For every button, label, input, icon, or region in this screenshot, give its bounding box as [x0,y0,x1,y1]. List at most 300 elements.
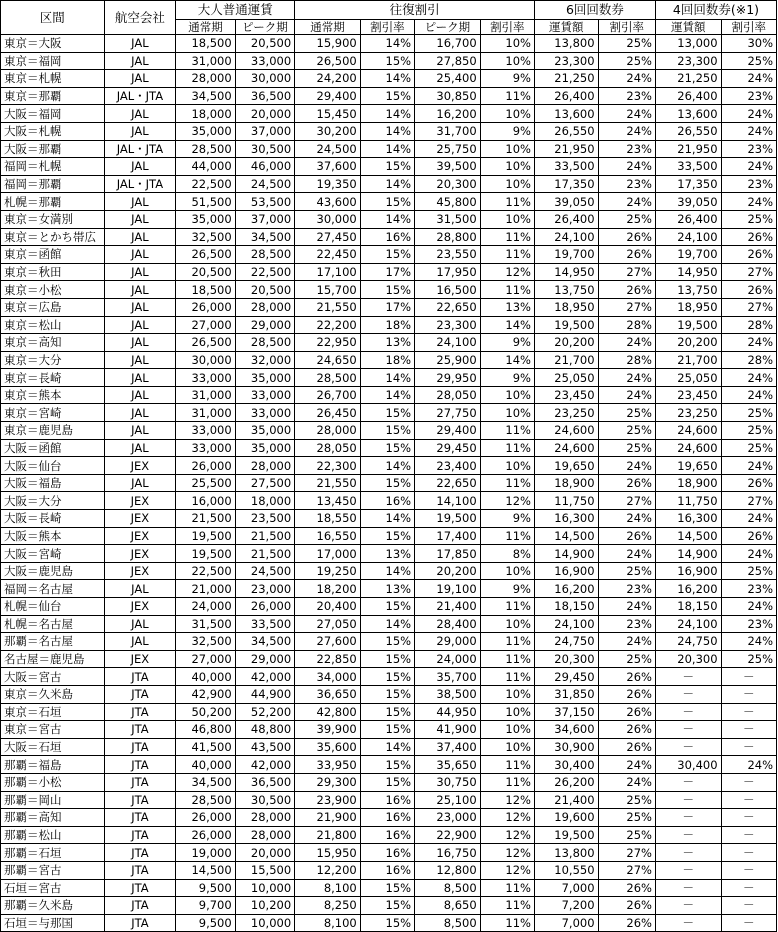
cell-rt-regular: 43,600 [295,193,361,211]
table-row [1,228,777,246]
cell-six-fare: 24,600 [534,439,598,457]
cell-airline: JTA [104,703,176,721]
cell-airline: JAL [104,404,176,422]
cell-six-rate: 27% [598,298,655,316]
cell-section: 東京＝長崎 [1,369,105,387]
cell-airline: JAL [104,633,176,651]
cell-adult-peak: 20,000 [235,844,294,862]
cell-rt-regular-rate: 13% [360,545,414,563]
table-row [1,562,777,580]
cell-rt-regular: 18,550 [295,510,361,528]
cell-rt-peak-rate: 10% [480,35,534,53]
cell-rt-regular-rate: 14% [360,369,414,387]
table-row [1,316,777,334]
cell-rt-peak-rate: 11% [480,668,534,686]
cell-four-fare: 20,200 [655,334,721,352]
cell-six-rate: 26% [598,474,655,492]
cell-adult-peak: 15,500 [235,861,294,879]
cell-adult-regular: 33,000 [176,422,235,440]
cell-airline: JAL [104,228,176,246]
cell-rt-regular-rate: 15% [360,527,414,545]
cell-section: 東京＝鹿児島 [1,422,105,440]
table-row [1,826,777,844]
cell-four-rate: 23% [721,140,776,158]
cell-section: 大阪＝大分 [1,492,105,510]
table-row [1,193,777,211]
cell-adult-regular: 32,500 [176,633,235,651]
cell-six-fare: 19,500 [534,316,598,334]
cell-rt-regular: 27,450 [295,228,361,246]
table-row [1,351,777,369]
cell-adult-regular: 32,500 [176,228,235,246]
cell-airline: JAL [104,281,176,299]
cell-four-fare: 13,600 [655,105,721,123]
table-row [1,474,777,492]
cell-adult-peak: 36,500 [235,773,294,791]
cell-rt-peak-rate: 11% [480,914,534,932]
cell-airline: JAL [104,439,176,457]
cell-rt-peak: 30,750 [415,773,481,791]
cell-four-rate: － [721,897,776,915]
cell-adult-regular: 25,500 [176,474,235,492]
cell-rt-peak: 20,300 [415,175,481,193]
cell-four-fare: － [655,738,721,756]
cell-adult-regular: 40,000 [176,668,235,686]
cell-rt-regular: 27,600 [295,633,361,651]
cell-four-fare: － [655,879,721,897]
cell-adult-regular: 21,500 [176,510,235,528]
cell-rt-peak-rate: 10% [480,615,534,633]
cell-rt-peak-rate: 14% [480,351,534,369]
header-six-ticket: 6回回数券 [534,1,655,20]
cell-four-fare: － [655,861,721,879]
cell-six-rate: 25% [598,439,655,457]
cell-four-fare: － [655,721,721,739]
cell-six-fare: 18,150 [534,598,598,616]
cell-rt-regular-rate: 16% [360,228,414,246]
cell-adult-peak: 21,500 [235,545,294,563]
cell-rt-peak-rate: 11% [480,193,534,211]
cell-rt-regular: 22,950 [295,334,361,352]
cell-rt-peak: 12,800 [415,861,481,879]
header-adult-peak: ピーク期 [235,20,294,35]
cell-airline: JAL [104,35,176,53]
cell-six-fare: 37,150 [534,703,598,721]
cell-rt-regular-rate: 14% [360,510,414,528]
cell-six-fare: 21,700 [534,351,598,369]
cell-four-fare: － [655,773,721,791]
cell-adult-peak: 10,000 [235,879,294,897]
cell-six-fare: 7,200 [534,897,598,915]
cell-six-rate: 24% [598,70,655,88]
cell-rt-regular: 23,900 [295,791,361,809]
cell-rt-peak: 25,900 [415,351,481,369]
cell-four-rate: 28% [721,351,776,369]
cell-four-rate: 30% [721,35,776,53]
table-row [1,791,777,809]
cell-rt-regular: 21,550 [295,474,361,492]
cell-airline: JAL [104,52,176,70]
cell-rt-regular-rate: 15% [360,773,414,791]
cell-adult-peak: 27,500 [235,474,294,492]
cell-section: 那覇＝松山 [1,826,105,844]
cell-rt-regular: 15,450 [295,105,361,123]
cell-adult-regular: 41,500 [176,738,235,756]
cell-six-rate: 25% [598,210,655,228]
cell-rt-regular: 16,550 [295,527,361,545]
cell-four-rate: 23% [721,615,776,633]
cell-six-fare: 23,450 [534,386,598,404]
cell-adult-peak: 23,000 [235,580,294,598]
cell-rt-peak: 21,400 [415,598,481,616]
cell-rt-peak-rate: 14% [480,316,534,334]
cell-rt-peak-rate: 11% [480,598,534,616]
cell-airline: JAL [104,263,176,281]
cell-rt-regular: 26,450 [295,404,361,422]
cell-rt-peak: 29,000 [415,633,481,651]
cell-rt-regular-rate: 15% [360,879,414,897]
cell-four-rate: 25% [721,210,776,228]
cell-rt-regular: 36,650 [295,685,361,703]
cell-rt-regular-rate: 14% [360,457,414,475]
cell-four-rate: － [721,668,776,686]
cell-rt-peak: 39,500 [415,158,481,176]
cell-rt-regular-rate: 16% [360,791,414,809]
cell-rt-regular-rate: 15% [360,897,414,915]
cell-rt-regular: 12,200 [295,861,361,879]
cell-rt-peak: 29,450 [415,439,481,457]
cell-six-fare: 25,050 [534,369,598,387]
cell-four-fare: 14,900 [655,545,721,563]
cell-section: 東京＝石垣 [1,703,105,721]
cell-rt-peak-rate: 11% [480,756,534,774]
cell-rt-peak-rate: 9% [480,580,534,598]
cell-six-rate: 24% [598,193,655,211]
cell-adult-peak: 20,500 [235,35,294,53]
cell-rt-regular: 26,500 [295,52,361,70]
header-adult-regular: 通常期 [176,20,235,35]
cell-four-fare: 17,350 [655,175,721,193]
cell-four-rate: 24% [721,386,776,404]
cell-six-fare: 21,950 [534,140,598,158]
cell-airline: JTA [104,773,176,791]
cell-rt-regular-rate: 14% [360,105,414,123]
cell-section: 那覇＝岡山 [1,791,105,809]
cell-four-rate: 24% [721,457,776,475]
cell-four-fare: 24,750 [655,633,721,651]
cell-rt-peak: 27,750 [415,404,481,422]
cell-adult-peak: 29,000 [235,650,294,668]
cell-four-rate: 26% [721,527,776,545]
cell-rt-peak-rate: 12% [480,791,534,809]
table-row [1,439,777,457]
cell-six-fare: 24,100 [534,228,598,246]
cell-rt-regular-rate: 16% [360,844,414,862]
cell-rt-peak: 14,100 [415,492,481,510]
cell-rt-peak-rate: 11% [480,422,534,440]
cell-adult-peak: 23,500 [235,510,294,528]
cell-six-rate: 25% [598,826,655,844]
cell-airline: JEX [104,562,176,580]
cell-four-rate: 25% [721,52,776,70]
cell-adult-regular: 31,500 [176,615,235,633]
table-row [1,404,777,422]
cell-six-rate: 25% [598,809,655,827]
cell-airline: JEX [104,510,176,528]
cell-four-fare: － [655,791,721,809]
cell-four-rate: － [721,703,776,721]
cell-airline: JAL [104,369,176,387]
cell-airline: JTA [104,879,176,897]
cell-section: 那覇＝宮古 [1,861,105,879]
cell-four-rate: 23% [721,580,776,598]
cell-four-fare: 24,100 [655,615,721,633]
cell-four-rate: 24% [721,105,776,123]
cell-rt-peak-rate: 12% [480,809,534,827]
cell-four-rate: 26% [721,474,776,492]
cell-four-rate: 24% [721,756,776,774]
cell-rt-peak-rate: 10% [480,738,534,756]
cell-four-fare: － [655,897,721,915]
table-row [1,122,777,140]
cell-four-fare: 33,500 [655,158,721,176]
cell-adult-regular: 28,000 [176,70,235,88]
cell-six-rate: 24% [598,334,655,352]
cell-six-fare: 24,100 [534,615,598,633]
table-row [1,35,777,53]
cell-four-fare: 39,050 [655,193,721,211]
cell-six-fare: 19,700 [534,246,598,264]
cell-section: 名古屋＝鹿児島 [1,650,105,668]
cell-adult-regular: 31,000 [176,386,235,404]
header-six-fare: 運賃額 [534,20,598,35]
cell-six-rate: 23% [598,175,655,193]
cell-rt-regular-rate: 15% [360,685,414,703]
header-section: 区間 [1,1,105,35]
header-four-rate: 割引率 [721,20,776,35]
header-rt-peak-rate: 割引率 [480,20,534,35]
cell-six-fare: 18,950 [534,298,598,316]
cell-six-fare: 13,800 [534,844,598,862]
cell-rt-regular: 29,400 [295,87,361,105]
table-row [1,721,777,739]
cell-four-fare: 11,750 [655,492,721,510]
table-row [1,369,777,387]
cell-adult-peak: 20,500 [235,281,294,299]
cell-rt-regular-rate: 14% [360,386,414,404]
table-row [1,861,777,879]
cell-rt-regular: 37,600 [295,158,361,176]
cell-six-rate: 26% [598,721,655,739]
cell-rt-regular: 24,500 [295,140,361,158]
table-row [1,298,777,316]
cell-adult-regular: 26,500 [176,334,235,352]
cell-rt-regular-rate: 13% [360,580,414,598]
cell-adult-peak: 43,500 [235,738,294,756]
cell-four-rate: 24% [721,633,776,651]
cell-section: 福岡＝名古屋 [1,580,105,598]
header-four-ticket: 4回回数券(※1) [655,1,776,20]
cell-four-rate: － [721,791,776,809]
cell-rt-regular-rate: 16% [360,492,414,510]
cell-section: 那覇＝石垣 [1,844,105,862]
cell-rt-peak: 22,900 [415,826,481,844]
cell-airline: JAL [104,334,176,352]
table-row [1,510,777,528]
cell-rt-peak-rate: 10% [480,721,534,739]
cell-rt-peak: 28,800 [415,228,481,246]
cell-rt-regular-rate: 18% [360,351,414,369]
cell-rt-peak: 19,500 [415,510,481,528]
cell-six-rate: 25% [598,791,655,809]
cell-six-rate: 24% [598,773,655,791]
cell-adult-peak: 30,500 [235,140,294,158]
cell-four-fare: 24,600 [655,422,721,440]
table-row [1,52,777,70]
cell-four-rate: 27% [721,298,776,316]
cell-rt-peak-rate: 9% [480,70,534,88]
cell-adult-regular: 19,000 [176,844,235,862]
cell-six-fare: 30,900 [534,738,598,756]
cell-rt-peak-rate: 10% [480,404,534,422]
cell-rt-peak: 25,750 [415,140,481,158]
cell-rt-peak: 23,300 [415,316,481,334]
table-row [1,897,777,915]
cell-section: 大阪＝福島 [1,474,105,492]
cell-adult-regular: 16,000 [176,492,235,510]
cell-rt-regular: 18,200 [295,580,361,598]
cell-rt-regular-rate: 14% [360,615,414,633]
cell-rt-peak: 8,500 [415,914,481,932]
cell-rt-peak-rate: 10% [480,210,534,228]
cell-rt-regular: 21,800 [295,826,361,844]
cell-four-fare: 21,950 [655,140,721,158]
cell-airline: JAL [104,615,176,633]
cell-rt-regular-rate: 14% [360,122,414,140]
cell-section: 大阪＝長崎 [1,510,105,528]
cell-adult-regular: 9,700 [176,897,235,915]
header-four-fare: 運賃額 [655,20,721,35]
cell-section: 東京＝函館 [1,246,105,264]
cell-rt-peak: 16,500 [415,281,481,299]
cell-rt-peak-rate: 10% [480,105,534,123]
cell-rt-regular: 22,850 [295,650,361,668]
cell-airline: JTA [104,685,176,703]
cell-adult-regular: 34,500 [176,773,235,791]
cell-six-fare: 23,300 [534,52,598,70]
cell-airline: JAL・JTA [104,87,176,105]
cell-six-fare: 20,200 [534,334,598,352]
cell-six-fare: 14,500 [534,527,598,545]
cell-four-rate: 24% [721,510,776,528]
cell-four-fare: 25,050 [655,369,721,387]
header-adult-fare: 大人普通運賃 [176,1,295,20]
cell-six-fare: 13,800 [534,35,598,53]
cell-adult-peak: 33,000 [235,386,294,404]
cell-four-rate: － [721,844,776,862]
cell-six-rate: 23% [598,615,655,633]
cell-section: 大阪＝札幌 [1,122,105,140]
cell-rt-peak: 22,650 [415,298,481,316]
cell-airline: JEX [104,598,176,616]
cell-six-fare: 20,300 [534,650,598,668]
cell-six-fare: 26,550 [534,122,598,140]
table-row [1,580,777,598]
cell-adult-peak: 35,000 [235,439,294,457]
cell-adult-regular: 18,500 [176,281,235,299]
cell-rt-peak: 16,750 [415,844,481,862]
cell-adult-regular: 31,000 [176,404,235,422]
header-rt-regular: 通常期 [295,20,361,35]
cell-rt-regular: 29,300 [295,773,361,791]
cell-four-fare: 18,150 [655,598,721,616]
cell-adult-peak: 20,000 [235,105,294,123]
cell-rt-regular: 19,250 [295,562,361,580]
cell-section: 大阪＝熊本 [1,527,105,545]
cell-airline: JTA [104,738,176,756]
cell-airline: JEX [104,492,176,510]
cell-rt-regular: 24,200 [295,70,361,88]
cell-rt-regular: 28,050 [295,439,361,457]
cell-rt-peak-rate: 11% [480,281,534,299]
cell-rt-peak: 30,850 [415,87,481,105]
table-row [1,527,777,545]
cell-rt-peak: 17,850 [415,545,481,563]
cell-adult-peak: 28,500 [235,334,294,352]
cell-airline: JAL [104,122,176,140]
table-row [1,756,777,774]
cell-rt-peak: 8,500 [415,879,481,897]
cell-rt-peak: 31,500 [415,210,481,228]
cell-four-fare: 21,250 [655,70,721,88]
cell-six-fare: 33,500 [534,158,598,176]
cell-four-rate: － [721,773,776,791]
cell-four-rate: 27% [721,263,776,281]
cell-four-rate: 24% [721,193,776,211]
cell-six-fare: 16,300 [534,510,598,528]
cell-four-rate: － [721,721,776,739]
cell-rt-regular-rate: 15% [360,193,414,211]
table-row [1,703,777,721]
cell-rt-regular: 21,550 [295,298,361,316]
cell-four-rate: 24% [721,369,776,387]
cell-four-fare: 23,450 [655,386,721,404]
table-row [1,545,777,563]
table-row [1,140,777,158]
cell-adult-peak: 28,000 [235,826,294,844]
cell-rt-peak: 29,400 [415,422,481,440]
cell-adult-peak: 10,200 [235,897,294,915]
cell-four-fare: － [655,668,721,686]
cell-adult-peak: 24,500 [235,175,294,193]
cell-six-rate: 25% [598,52,655,70]
cell-rt-regular-rate: 15% [360,246,414,264]
table-row [1,87,777,105]
cell-rt-peak: 44,950 [415,703,481,721]
cell-adult-peak: 22,500 [235,263,294,281]
cell-four-rate: 24% [721,598,776,616]
cell-four-rate: 25% [721,650,776,668]
cell-six-rate: 24% [598,386,655,404]
cell-section: 東京＝松山 [1,316,105,334]
cell-four-fare: 26,550 [655,122,721,140]
cell-six-rate: 28% [598,351,655,369]
cell-section: 東京＝久米島 [1,685,105,703]
cell-section: 東京＝小松 [1,281,105,299]
cell-six-fare: 14,900 [534,545,598,563]
cell-rt-peak-rate: 10% [480,562,534,580]
cell-rt-peak-rate: 11% [480,773,534,791]
